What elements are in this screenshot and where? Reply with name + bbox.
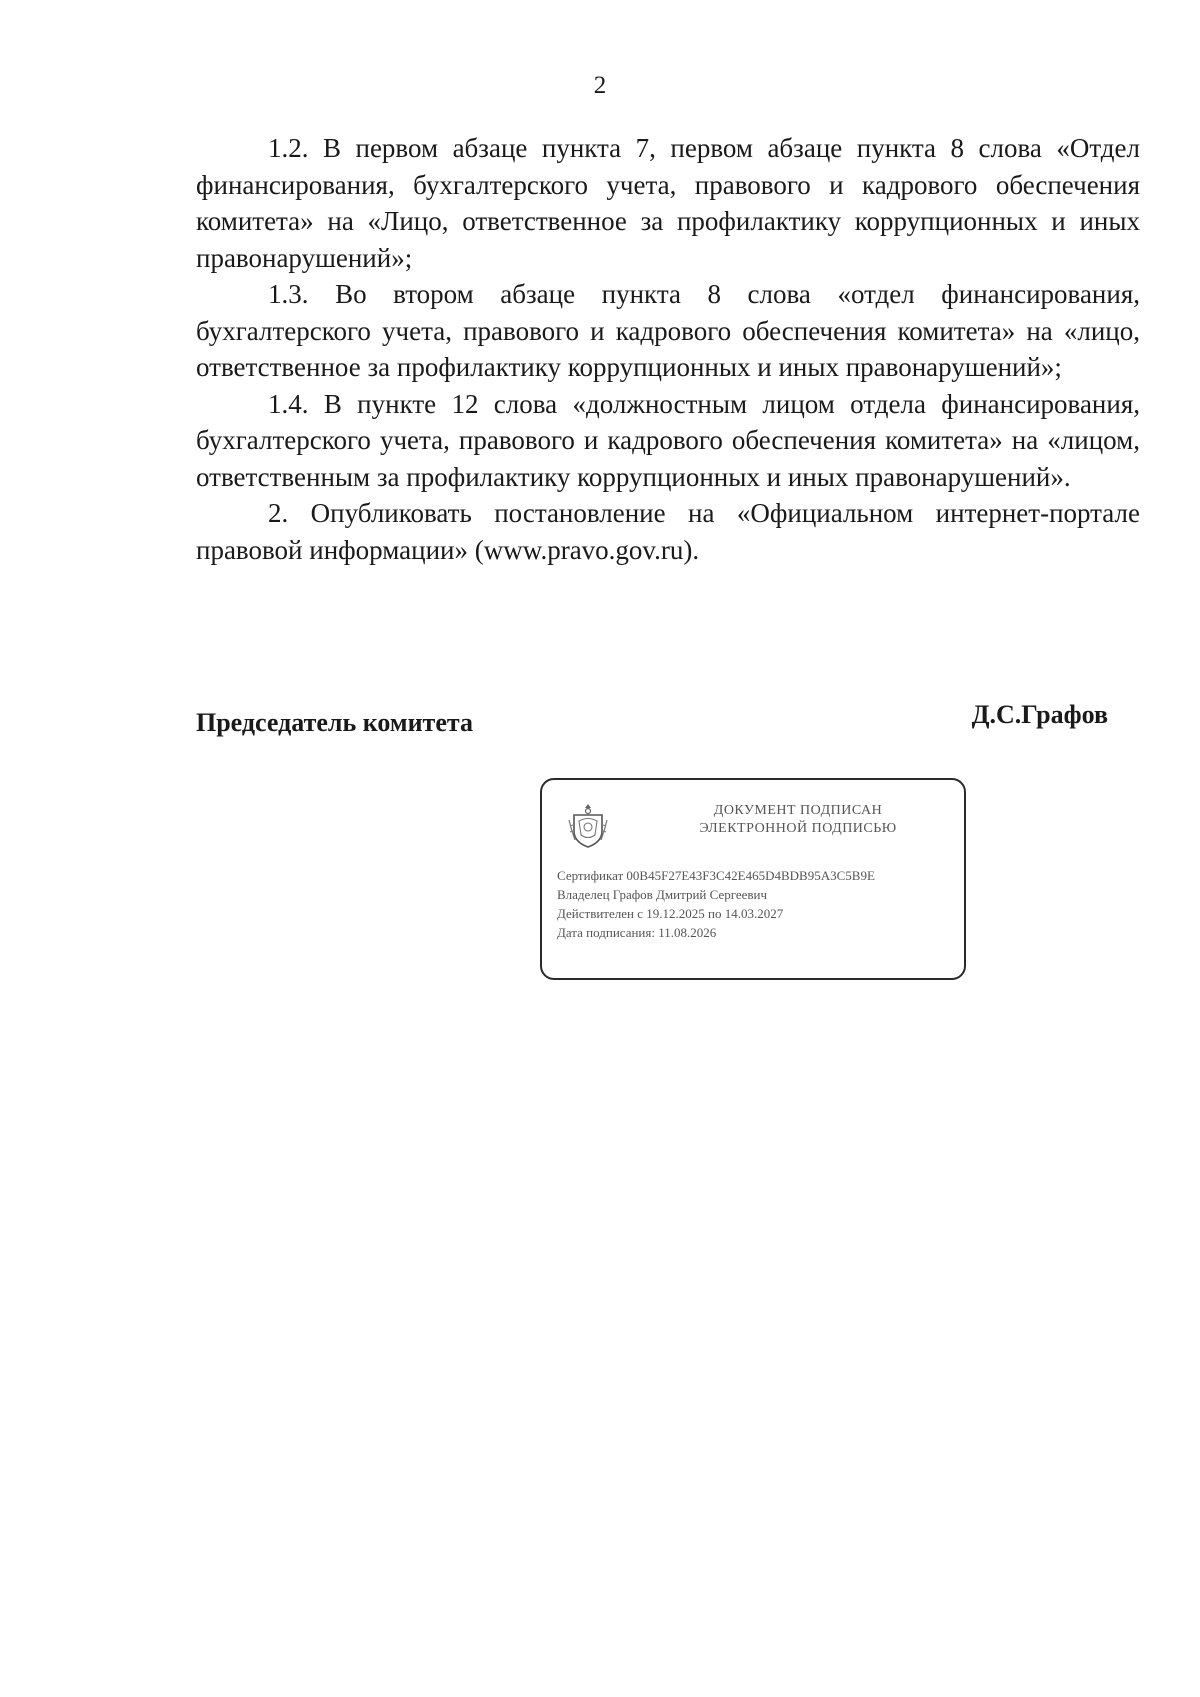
paragraph-1-4: 1.4. В пункте 12 слова «должностным лицом отдела финансирования, бухгалтерского учета, правового и кадрового обеспечения комитета» на «лицом, ответственным за профилактику коррупционных и иных правонарушений». [196, 388, 1140, 492]
electronic-signature-stamp [540, 778, 966, 980]
stamp-heading [652, 802, 944, 838]
stamp-certificate: Сертификат 00B45F27E43F3C42E465D4BDB95A3C5B9E [557, 868, 875, 883]
stamp-details [557, 866, 958, 942]
stamp-validity: Действителен с 19.12.2025 по 14.03.2027 [557, 906, 784, 921]
stamp-signed-date: Дата подписания: 11.08.2026 [557, 925, 717, 940]
signer-name: Д.С.Графов [971, 700, 1108, 729]
signer-position: Председатель комитета [196, 708, 473, 737]
paragraph-2: 2. Опубликовать постановление на «Официальном интернет-портале правовой информации» (www.pravo.gov.ru). [196, 498, 1140, 565]
stamp-heading-line-1: ДОКУМЕНТ ПОДПИСАН [713, 803, 883, 818]
page-number: 2 [593, 72, 607, 99]
paragraph-1-2: 1.2. В первом абзаце пункта 7, первом абзаце пункта 8 слова «Отдел финансирования, бухгалтерского учета, правового и кадрового обеспечения комитета» на «Лицо, ответственное за профилактику коррупционных и иных правонарушений»; [196, 133, 1140, 273]
document-body [196, 130, 1140, 568]
stamp-heading-line-2: ЭЛЕКТРОННОЙ ПОДПИСЬЮ [699, 821, 897, 836]
coat-of-arms-icon [567, 802, 609, 850]
stamp-owner: Владелец Графов Дмитрий Сергеевич [557, 887, 768, 902]
paragraph-1-3: 1.3. Во втором абзаце пункта 8 слова «отдел финансирования, бухгалтерского учета, правового и кадрового обеспечения комитета» на «лицо, ответственное за профилактику коррупционных и иных правонарушений»; [196, 279, 1140, 382]
